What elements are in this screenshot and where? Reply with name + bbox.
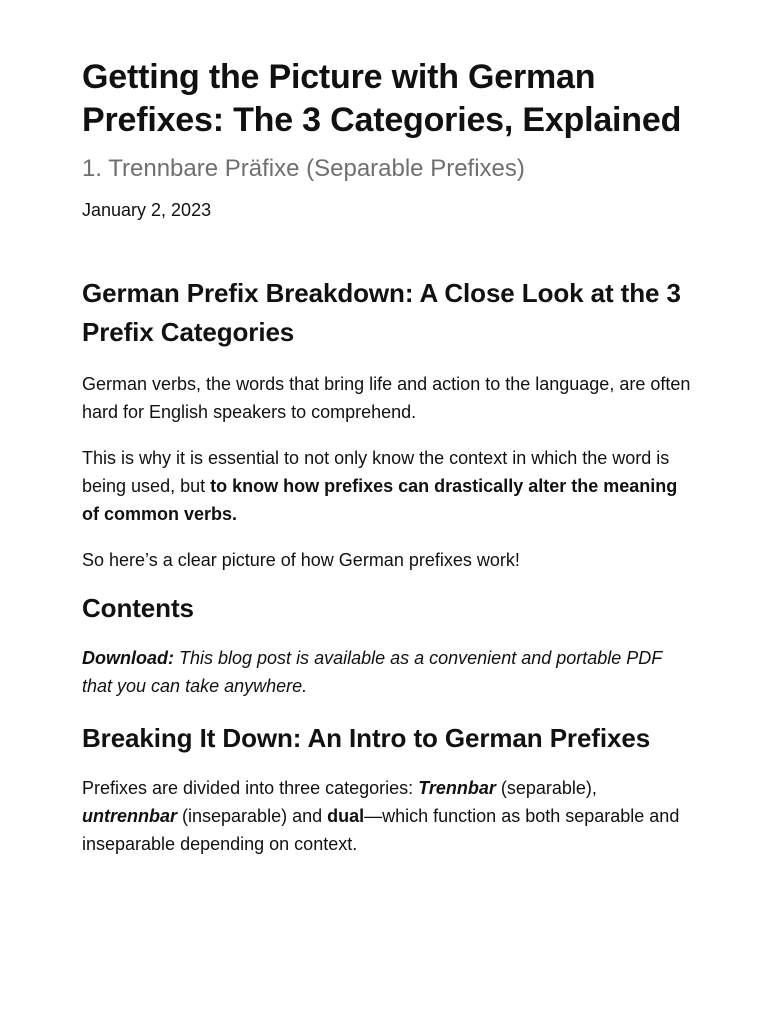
paragraph-context-text: This is why it is essential to not only know the context in which the word is being used, but	[82, 448, 670, 496]
paragraph-categories	[82, 774, 692, 858]
term-trennbar: Trennbar	[418, 778, 496, 798]
publish-date: January 2, 2023	[82, 200, 212, 220]
paragraph-context-bold: to know how prefixes can drastically alter the meaning of common verbs.	[82, 476, 678, 524]
term-dual: dual	[327, 806, 365, 826]
term-untrennbar: untrennbar	[82, 806, 178, 826]
article	[82, 56, 692, 858]
article-title: Getting the Picture with German Prefixes: The 3 Categories, Explained	[82, 58, 682, 139]
download-label: Download:	[82, 648, 174, 668]
paragraph-download	[82, 644, 692, 700]
paragraph-context	[82, 444, 692, 528]
heading-prefix-breakdown: German Prefix Breakdown: A Close Look at the 3 Prefix Categories	[82, 278, 681, 347]
categories-text-4: —which function as both separable and inseparable depending on context.	[82, 806, 680, 854]
heading-contents: Contents	[82, 593, 194, 623]
paragraph-clear-picture: So here’s a clear picture of how German prefixes work!	[82, 550, 520, 570]
heading-intro-prefixes: Breaking It Down: An Intro to German Prefixes	[82, 723, 651, 753]
article-subtitle: 1. Trennbare Präfixe (Separable Prefixes)	[82, 155, 525, 182]
download-text: This blog post is available as a convenient and portable PDF that you can take anywhere.	[82, 648, 662, 696]
categories-text-1: Prefixes are divided into three categories:	[82, 778, 419, 798]
categories-text-2: (separable),	[495, 778, 597, 798]
paragraph-verbs-intro: German verbs, the words that bring life and action to the language, are often hard for English speakers to comprehend.	[82, 374, 691, 422]
categories-text-3: (inseparable) and	[177, 806, 328, 826]
